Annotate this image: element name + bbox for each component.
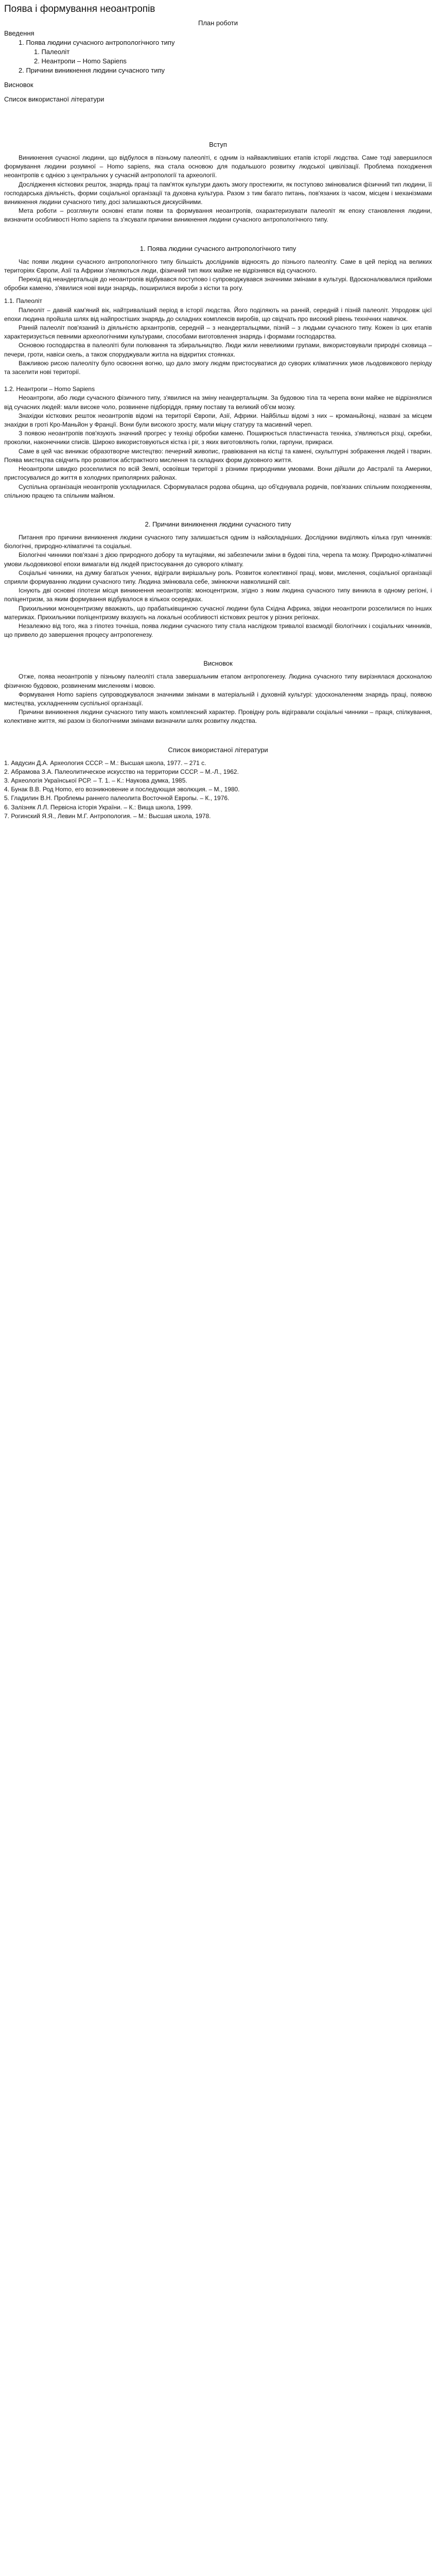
toc-item-section-2[interactable]: 2. Причини виникнення людини сучасного типу (19, 66, 165, 74)
section-1-1-paragraph: Палеоліт – давній кам'яний вік, найтриваліший період в історії людства. Його поділяють на ранній, середній і пізній палеоліт. Упродовж цієї епохи людина пройшла шлях від найпростіших знарядь до складних комплексів виробів, що свідчать про високий рівень технічних навичок. (4, 306, 432, 323)
toc-item-intro[interactable]: Введення (4, 29, 34, 37)
intro-paragraph: Мета роботи – розглянути основні етапи появи та формування неоантропів, охарактеризувати палеоліт як епоху становлення людини, визначити особливості Homo sapiens та з'ясувати причини виникнення людини сучасного антропологічного типу. (4, 207, 432, 224)
reference-item: 3. Археологія Української РСР. – Т. 1. – К.: Наукова думка, 1985. (4, 776, 187, 784)
section-2-paragraph: Соціальні чинники, на думку багатьох учених, відіграли вирішальну роль. Розвиток колективної праці, мови, мислення, соціальної організації сприяли формуванню людини сучасного типу. Людина змінювала себе, змінюючи навколишній світ. (4, 569, 432, 585)
references-heading: Список використаної літератури (168, 745, 268, 754)
section-1-1-heading: 1.1. Палеоліт (4, 297, 42, 305)
section-1-2-paragraph: Неоантропи швидко розселилися по всій Землі, освоївши території з різними природними умовами. Вони дійшли до Австралії та Америки, пристосувалися до життя в холодних приполярних районах. (4, 465, 432, 482)
section-1-2-paragraph: Саме в цей час виникає образотворче мистецтво: печерний живопис, гравіювання на кістці та камені, скульптурні зображення людей і тварин. Поява мистецтва свідчить про розвиток абстрактного мислення та складних форм духовного життя. (4, 447, 432, 464)
toc-item-section-1-2[interactable]: 2. Неантропи – Homo Sapiens (34, 57, 127, 65)
section-2-paragraph: Біологічні чинники пов'язані з дією природного добору та мутаціями, які забезпечили зміни в будові тіла, черепа та мозку. Природно-кліматичні умови льодовикової епохи вимагали від людей пристосування до суворого клімату. (4, 551, 432, 568)
section-2-paragraph: Існують дві основні гіпотези місця виникнення неоантропів: моноцентризм, згідно з яким людина сучасного типу виникла в одному регіоні, і поліцентризм, за яким формування відбувалося в кількох осередках. (4, 587, 432, 603)
reference-item: 1. Авдусин Д.А. Археология СССР. – М.: Высшая школа, 1977. – 271 с. (4, 759, 206, 767)
section-2-body (4, 533, 432, 639)
section-1-2-paragraph: Неоантропи, або люди сучасного фізичного типу, з'явилися на зміну неандертальцям. За будовою тіла та черепа вони майже не відрізнялися від сучасних людей: мали високе чоло, розвинене підборіддя, пряму поставу та великий об'єм мозку. (4, 394, 432, 411)
section-1-paragraph: Перехід від неандертальців до неоантропів відбувався поступово і супроводжувався значними змінами в культурі. Вдосконалювалися прийоми обробки каменю, з'явилися нові види знарядь, поширилися вироби з кістки та рогу. (4, 276, 432, 292)
references-list (4, 759, 432, 821)
section-1-body (4, 258, 432, 293)
reference-item: 6. Залізняк Л.Л. Первісна історія України. – К.: Вища школа, 1999. (4, 803, 193, 811)
section-1-paragraph: Час появи людини сучасного антропологічного типу більшість дослідників відносять до пізнього палеоліту. Саме в цей період на великих територіях Європи, Азії та Африки з'являються люди, фізичний тип яких майже не відрізнявся від сучасного. (4, 258, 432, 274)
section-1-2-heading: 1.2. Неантропи – Homo Sapiens (4, 385, 95, 393)
conclusion-paragraph: Формування Homo sapiens супроводжувалося значними змінами в матеріальній і духовній культурі: удосконаленням знарядь праці, появою мистецтва, ускладненням суспільної організації. (4, 690, 432, 707)
intro-body (4, 154, 432, 225)
section-2-heading: 2. Причини виникнення людини сучасного типу (145, 520, 291, 528)
intro-heading: Вступ (209, 141, 227, 148)
section-1-1-paragraph: Ранній палеоліт пов'язаний із діяльністю архантропів, середній – з неандертальцями, пізній – з людьми сучасного типу. Кожен із цих етапів характеризується певними археологічними культурами, способами виготовлення знарядь і формами господарства. (4, 324, 432, 341)
table-of-contents (4, 29, 432, 104)
toc-item-references[interactable]: Список використаної літератури (4, 95, 104, 103)
document-title: Поява і формування неоантропів (4, 4, 155, 14)
conclusion-paragraph: Отже, поява неоантропів у пізньому палеоліті стала завершальним етапом антропогенезу. Людина сучасного типу вирізнялася досконалою фізичною будовою, розвиненим мисленням і мовою. (4, 673, 432, 689)
section-1-heading: 1. Поява людини сучасного антропологічного типу (139, 244, 297, 252)
section-1-1-paragraph: Важливою рисою палеоліту було освоєння вогню, що дало змогу людям пристосуватися до суворих кліматичних умов льодовикового періоду та заселити нові території. (4, 359, 432, 376)
plan-heading: План роботи (198, 19, 238, 27)
conclusion-paragraph: Причини виникнення людини сучасного типу мають комплексний характер. Провідну роль відігравали соціальні чинники – праця, спілкування, колективне життя, які разом із біологічними змінами визначили шлях розвитку людства. (4, 708, 432, 725)
reference-item: 4. Бунак В.В. Род Homo, его возникновение и последующая эволюция. – М., 1980. (4, 786, 240, 793)
reference-item: 2. Абрамова З.А. Палеолитическое искусство на территории СССР. – М.-Л., 1962. (4, 768, 239, 775)
intro-paragraph: Виникнення сучасної людини, що відбулося в пізньому палеоліті, є одним із найважливіших етапів історії людства. Саме тоді завершилося формування людини розумної – Homo sapiens, яка стала основою для подальшого розвитку людської цивілізації. Проблема походження неоантропів є однією з центральних у сучасній антропології та археології. (4, 154, 432, 179)
section-1-2-paragraph: З появою неоантропів пов'язують значний прогрес у техніці обробки каменю. Поширюється пластинчаста техніка, з'являються різці, скребки, проколки, наконечники списів. Широко використовуються кістка і ріг, з яких виготовляють голки, гарпуни, прикраси. (4, 430, 432, 446)
reference-item: 5. Гладилин В.Н. Проблемы раннего палеолита Восточной Европы. – К., 1976. (4, 794, 230, 802)
section-1-2-paragraph: Суспільна організація неоантропів ускладнилася. Сформувалася родова община, що об'єднувала родичів, пов'язаних спільним походженням, спільною працею та спільним майном. (4, 483, 432, 499)
toc-item-section-1-1[interactable]: 1. Палеоліт (34, 48, 70, 56)
reference-item: 7. Рогинский Я.Я., Левин М.Г. Антропология. – М.: Высшая школа, 1978. (4, 812, 211, 820)
section-2-paragraph: Питання про причини виникнення людини сучасного типу залишається одним із найскладніших. Дослідники виділяють кілька груп чинників: біологічні, природно-кліматичні та соціальні. (4, 533, 432, 550)
conclusion-heading: Висновок (203, 659, 233, 668)
conclusion-body (4, 672, 432, 725)
section-2-paragraph: Незалежно від того, яка з гіпотез точніша, поява людини сучасного типу стала наслідком тривалої взаємодії біологічних і соціальних чинників, що привело до завершення процесу антропогенезу. (4, 622, 432, 639)
toc-item-section-1[interactable]: 1. Поява людини сучасного антропологічного типу (19, 39, 175, 46)
section-1-2-paragraph: Знахідки кісткових решток неоантропів відомі на території Європи, Азії, Африки. Найбільш відомі з них – кроманьйонці, названі за місцем знахідки в гроті Кро-Маньйон у Франції. Вони були високого зросту, мали міцну статуру та масивний череп. (4, 412, 432, 429)
section-1-1-body (4, 306, 432, 377)
section-1-2-body (4, 394, 432, 500)
toc-item-conclusion[interactable]: Висновок (4, 81, 33, 89)
intro-paragraph: Дослідження кісткових решток, знарядь праці та пам'яток культури дають змогу простежити, як поступово змінювалися фізичний тип людини, її господарська діяльність, форми соціальної організації та духовна культура. Разом з тим багато питань, пов'язаних із часом, місцем і механізмами виникнення людини сучасного типу, досі залишаються дискусійними. (4, 180, 432, 206)
section-2-paragraph: Прихильники моноцентризму вважають, що прабатьківщиною сучасної людини була Східна Африка, звідки неоантропи розселилися по інших материках. Прихильники поліцентризму вказують на локальні особливості кісткових решток у різних регіонах. (4, 604, 432, 621)
section-1-1-paragraph: Основою господарства в палеоліті були полювання та збиральництво. Люди жили невеликими групами, використовували природні сховища – печери, гроти, навіси скель, а також споруджували житла на відкритих стоянках. (4, 342, 432, 358)
